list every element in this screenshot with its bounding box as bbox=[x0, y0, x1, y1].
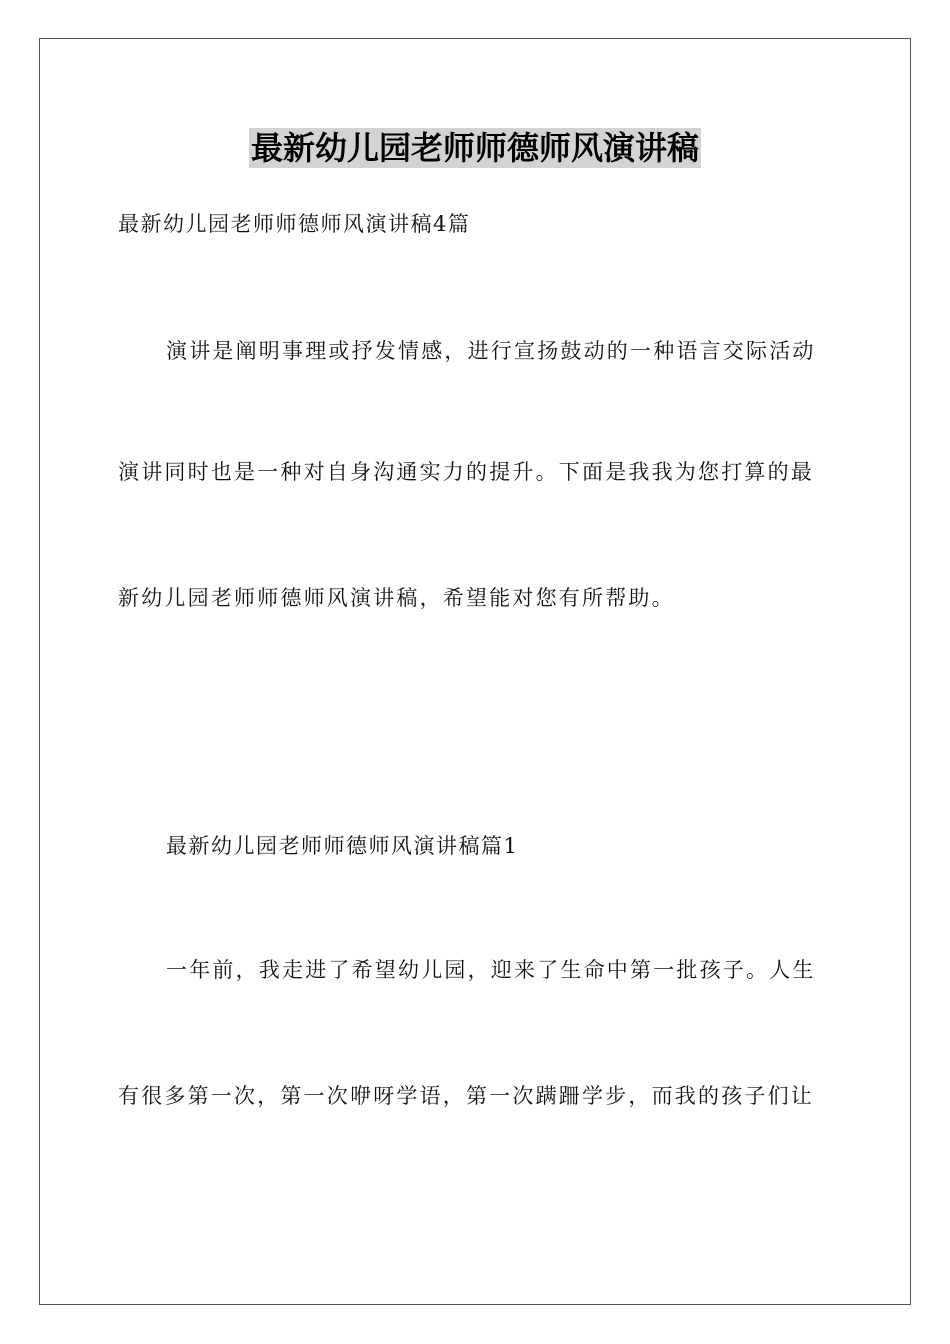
body-line-1: 一年前，我走进了希望幼儿园，迎来了生命中第一批孩子。人生 bbox=[166, 958, 816, 982]
section-heading: 最新幼儿园老师师德师风演讲稿篇1 bbox=[166, 834, 519, 858]
body-line-2: 有很多第一次，第一次咿呀学语，第一次蹒跚学步，而我的孩子们让 bbox=[118, 1084, 814, 1108]
intro-line-3: 新幼儿园老师师德师风演讲稿，希望能对您有所帮助。 bbox=[118, 586, 675, 610]
title-container bbox=[0, 128, 950, 168]
document-title: 最新幼儿园老师师德师风演讲稿 bbox=[250, 129, 699, 167]
intro-line-1: 演讲是阐明事理或抒发情感，进行宣扬鼓动的一种语言交际活动 bbox=[166, 339, 816, 363]
intro-line-2: 演讲同时也是一种对自身沟通实力的提升。下面是我我为您打算的最 bbox=[118, 460, 814, 484]
document-subtitle: 最新幼儿园老师师德师风演讲稿4篇 bbox=[118, 212, 471, 236]
